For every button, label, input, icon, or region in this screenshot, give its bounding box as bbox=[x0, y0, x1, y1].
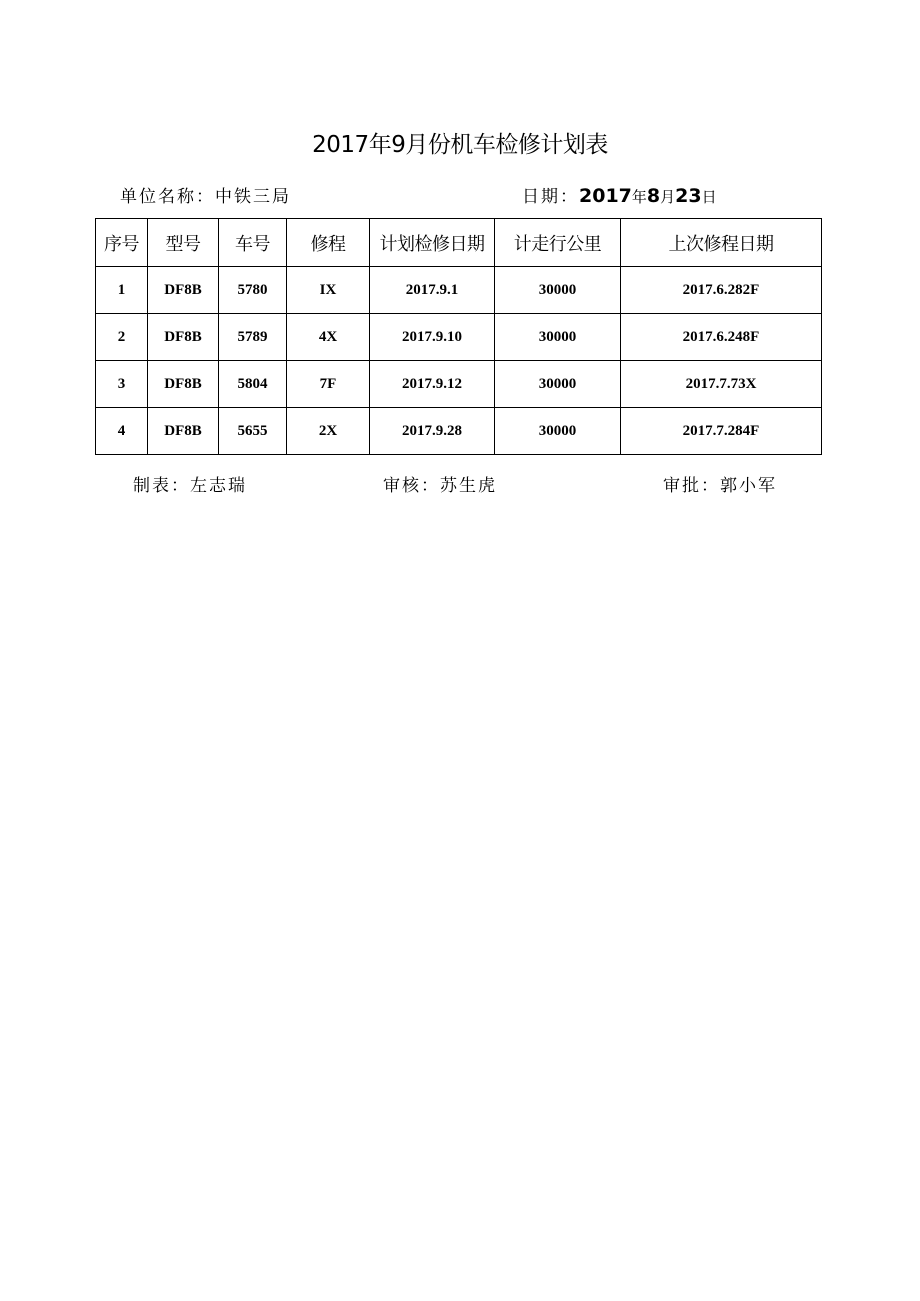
header-loco-number: 车号 bbox=[219, 219, 287, 267]
cell-model: DF8B bbox=[148, 408, 219, 455]
date-month-unit: 月 bbox=[660, 188, 676, 206]
cell-mileage: 30000 bbox=[495, 408, 621, 455]
header-model: 型号 bbox=[148, 219, 219, 267]
table-row bbox=[96, 361, 822, 408]
header-repair-level: 修程 bbox=[287, 219, 370, 267]
cell-seq: 3 bbox=[96, 361, 148, 408]
cell-loco-number: 5804 bbox=[219, 361, 287, 408]
prepared-by: 制表：左志瑞 bbox=[133, 476, 247, 496]
header-mileage: 计走行公里 bbox=[495, 219, 621, 267]
table-row bbox=[96, 267, 822, 314]
unit-name: 单位名称：中铁三局 bbox=[120, 187, 291, 207]
cell-last-repair-date: 2017.7.73X bbox=[621, 361, 822, 408]
cell-seq: 2 bbox=[96, 314, 148, 361]
cell-model: DF8B bbox=[148, 267, 219, 314]
cell-last-repair-date: 2017.7.284F bbox=[621, 408, 822, 455]
header-planned-date: 计划检修日期 bbox=[370, 219, 495, 267]
cell-last-repair-date: 2017.6.282F bbox=[621, 267, 822, 314]
cell-model: DF8B bbox=[148, 314, 219, 361]
table-row bbox=[96, 408, 822, 455]
table-row bbox=[96, 314, 822, 361]
cell-mileage: 30000 bbox=[495, 267, 621, 314]
cell-planned-date: 2017.9.1 bbox=[370, 267, 495, 314]
cell-seq: 4 bbox=[96, 408, 148, 455]
reviewed-by: 审核：苏生虎 bbox=[383, 476, 497, 496]
cell-loco-number: 5780 bbox=[219, 267, 287, 314]
cell-repair-level: 2X bbox=[287, 408, 370, 455]
maintenance-plan-table bbox=[95, 218, 822, 455]
date-year: 2017 bbox=[579, 185, 632, 207]
approved-by: 审批：郭小军 bbox=[663, 476, 777, 496]
cell-planned-date: 2017.9.10 bbox=[370, 314, 495, 361]
header-seq: 序号 bbox=[96, 219, 148, 267]
cell-loco-number: 5789 bbox=[219, 314, 287, 361]
cell-planned-date: 2017.9.28 bbox=[370, 408, 495, 455]
document-date bbox=[522, 182, 717, 207]
header-last-repair-date: 上次修程日期 bbox=[621, 219, 822, 267]
cell-repair-level: IX bbox=[287, 267, 370, 314]
cell-mileage: 30000 bbox=[495, 361, 621, 408]
date-day-unit: 日 bbox=[701, 188, 717, 206]
cell-model: DF8B bbox=[148, 361, 219, 408]
cell-repair-level: 7F bbox=[287, 361, 370, 408]
cell-mileage: 30000 bbox=[495, 314, 621, 361]
date-day: 23 bbox=[675, 185, 702, 207]
cell-loco-number: 5655 bbox=[219, 408, 287, 455]
cell-last-repair-date: 2017.6.248F bbox=[621, 314, 822, 361]
cell-seq: 1 bbox=[96, 267, 148, 314]
table-header-row bbox=[96, 219, 822, 267]
date-year-unit: 年 bbox=[631, 188, 647, 206]
date-prefix: 日期： bbox=[522, 187, 579, 207]
date-month: 8 bbox=[646, 185, 661, 207]
document-title: 2017年9月份机车检修计划表 bbox=[312, 132, 608, 158]
cell-repair-level: 4X bbox=[287, 314, 370, 361]
cell-planned-date: 2017.9.12 bbox=[370, 361, 495, 408]
